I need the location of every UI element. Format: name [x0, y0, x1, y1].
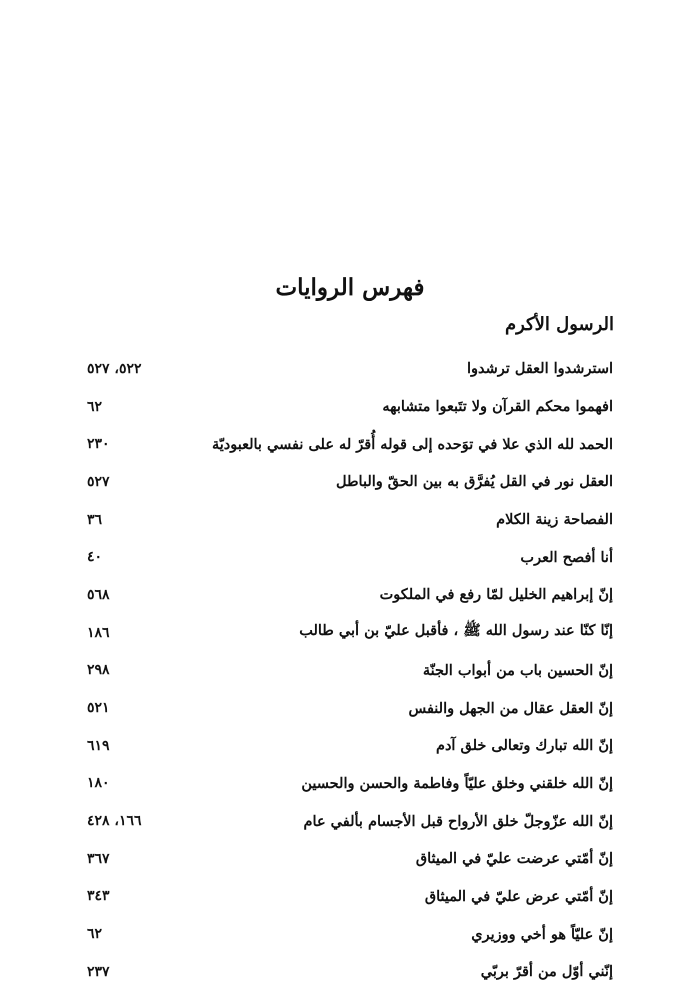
entry-pages: ٢٣٧ — [87, 963, 110, 980]
entry-pages: ١٦٦، ٤٢٨ — [87, 813, 142, 830]
entry-text: الحمد لله الذي علا في توَحده إلى قوله أُقرّ له على نفسي بالعبوديّة — [211, 435, 613, 453]
entry-text: إنّ الحسين باب من أبواب الجنّة — [422, 661, 613, 679]
index-entry — [87, 350, 613, 388]
index-entry — [87, 802, 613, 840]
entry-text: استرشدوا العقل ترشدوا — [466, 360, 613, 378]
entry-pages: ٥٢١ — [87, 700, 110, 717]
entry-text: الفصاحة زينة الكلام — [496, 511, 613, 529]
index-entry — [87, 840, 613, 878]
index-entry — [87, 501, 613, 539]
index-entry — [87, 689, 613, 727]
entry-text: إنّ الله خلقني وخلق عليّاً وفاطمة والحسن والحسين — [301, 774, 613, 792]
entry-text: العقل نور في القل يُفرَّق به بين الحقّ والباطل — [336, 473, 613, 491]
entry-text: إنّ أمّتي عرض عليّ في الميثاق — [424, 887, 613, 905]
entry-text: إنّ الله تبارك وتعالى خلق آدم — [436, 737, 613, 755]
index-entry — [87, 463, 613, 501]
index-entry — [87, 765, 613, 803]
entry-text: إنّ عليّاً هو أخي ووزيري — [471, 925, 613, 943]
entry-pages: ٥٢٧ — [87, 473, 110, 490]
page-title: فهرس الروايات — [275, 274, 425, 301]
index-entry — [87, 388, 613, 426]
index-entry — [87, 576, 613, 614]
entry-pages: ٣٤٣ — [87, 888, 110, 905]
entry-text: إنّا كنّا عند رسول الله ﷺ ، فأقبل عليّ بن أبي طالب — [299, 622, 613, 640]
index-list — [87, 350, 613, 991]
entry-pages: ٥٢٢، ٥٢٧ — [87, 360, 142, 377]
section-heading: الرسول الأكرم — [504, 314, 614, 335]
entry-pages: ٦٢ — [87, 398, 103, 415]
index-entry — [87, 614, 613, 652]
entry-text: افهموا محكم القرآن ولا تتَبعوا متشابهه — [382, 398, 613, 416]
entry-text: إنّ إبراهيم الخليل لمّا رفع في الملكوت — [379, 586, 613, 604]
entry-text: إنّ أمّتي عرضت عليّ في الميثاق — [415, 850, 613, 868]
entry-pages: ٦٢ — [87, 926, 103, 943]
entry-text: إنّ العقل عقال من الجهل والنفس — [408, 699, 613, 717]
entry-pages: ١٨٦ — [87, 624, 110, 641]
index-entry — [87, 652, 613, 690]
entry-pages: ١٨٠ — [87, 775, 110, 792]
index-entry — [87, 878, 613, 916]
entry-pages: ٥٦٨ — [87, 586, 110, 603]
entry-text: إنّني أوّل من أقرّ بربّي — [480, 963, 613, 981]
entry-text: أنا أفصح العرب — [520, 548, 613, 566]
entry-pages: ٢٩٨ — [87, 662, 110, 679]
entry-pages: ٣٦٧ — [87, 850, 110, 867]
entry-text: إنّ الله عزّوجلّ خلق الأرواح قبل الأجسام بألفي عام — [303, 812, 613, 830]
index-entry — [87, 425, 613, 463]
entry-pages: ٤٠ — [87, 549, 103, 566]
entry-pages: ٣٦ — [87, 511, 103, 528]
index-entry — [87, 727, 613, 765]
index-entry — [87, 953, 613, 991]
index-entry — [87, 538, 613, 576]
entry-pages: ٦١٩ — [87, 737, 110, 754]
entry-pages: ٢٣٠ — [87, 436, 110, 453]
index-entry — [87, 915, 613, 953]
